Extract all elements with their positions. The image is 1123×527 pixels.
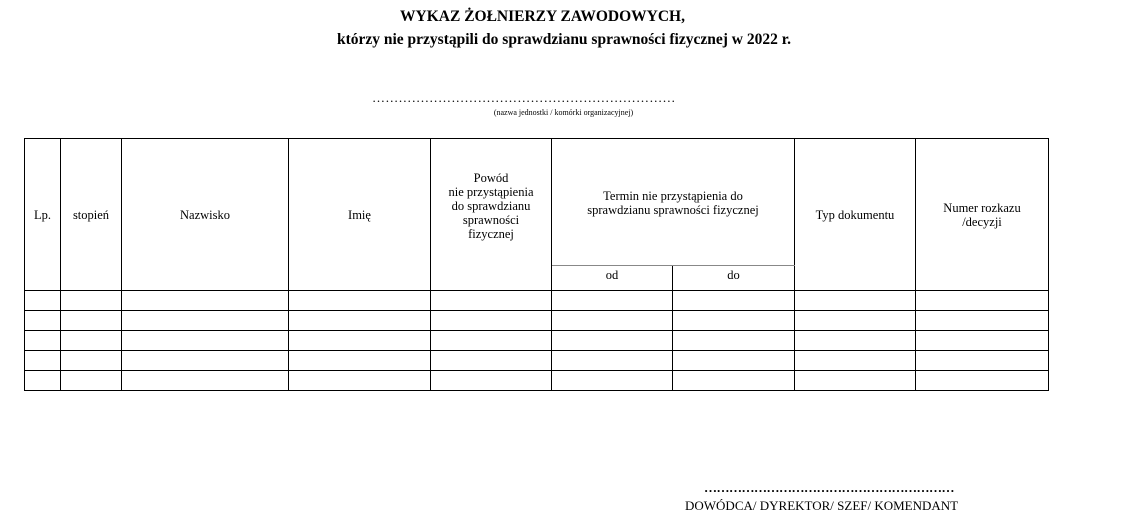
powod-line-2: nie przystąpienia	[448, 185, 534, 199]
table-cell	[431, 331, 552, 351]
table-cell	[795, 291, 916, 311]
table-cell	[431, 291, 552, 311]
table-cell	[25, 371, 61, 391]
table-cell	[431, 371, 552, 391]
unit-name-caption: (nazwa jednostki / komórki organizacyjnej)	[493, 108, 634, 117]
table-cell	[25, 351, 61, 371]
table-cell	[289, 351, 431, 371]
table-cell	[25, 291, 61, 311]
table-cell	[122, 331, 289, 351]
table-cell	[61, 351, 122, 371]
table-cell	[552, 291, 673, 311]
table-cell	[916, 331, 1049, 351]
col-header-stopien: stopień	[61, 139, 122, 291]
document-subtitle: którzy nie przystąpili do sprawdzianu sprawności fizycznej w 2022 r.	[336, 31, 792, 48]
table-cell	[61, 291, 122, 311]
col-header-typ-dokumentu: Typ dokumentu	[795, 139, 916, 291]
table-cell	[25, 311, 61, 331]
table-cell	[552, 331, 673, 351]
table-cell	[673, 371, 795, 391]
table-cell	[795, 351, 916, 371]
table-cell	[431, 351, 552, 371]
powod-line-3: do sprawdzianu	[451, 199, 531, 213]
table-cell	[552, 371, 673, 391]
signature-line: ……………………………………………………	[704, 480, 954, 495]
document-title: WYKAZ ŻOŁNIERZY ZAWODOWYCH,	[400, 8, 685, 25]
col-header-numer-rozkazu	[916, 139, 1049, 291]
soldiers-table	[24, 138, 1049, 391]
table-cell	[916, 371, 1049, 391]
table-cell	[916, 351, 1049, 371]
powod-line-1: Powód	[473, 171, 509, 185]
table-cell	[289, 371, 431, 391]
table-cell	[61, 331, 122, 351]
table-cell	[673, 351, 795, 371]
table-cell	[25, 331, 61, 351]
table-cell	[61, 311, 122, 331]
signature-label: DOWÓDCA/ DYREKTOR/ SZEF/ KOMENDANT	[685, 498, 959, 513]
table-row	[25, 351, 1049, 371]
powod-line-4: sprawności	[462, 213, 520, 227]
table-row	[25, 311, 1049, 331]
table-cell	[122, 371, 289, 391]
table-row	[25, 331, 1049, 351]
col-header-do: do	[673, 266, 795, 291]
table-cell	[795, 311, 916, 331]
col-header-nazwisko: Nazwisko	[122, 139, 289, 291]
table-cell	[795, 371, 916, 391]
col-header-powod	[431, 139, 552, 291]
col-header-lp: Lp.	[25, 139, 61, 291]
col-header-termin	[552, 139, 795, 266]
table-cell	[122, 351, 289, 371]
col-header-od: od	[552, 266, 673, 291]
table-cell	[673, 311, 795, 331]
unit-name-field: ……………………………………………………………	[372, 90, 676, 105]
table-cell	[916, 291, 1049, 311]
table-row	[25, 291, 1049, 311]
termin-line-2: sprawdzianu sprawności fizycznej	[587, 203, 759, 217]
table-cell	[431, 311, 552, 331]
numer-line-2: /decyzji	[962, 214, 1002, 229]
table-cell	[673, 331, 795, 351]
table-cell	[552, 351, 673, 371]
table-cell	[61, 371, 122, 391]
table-cell	[916, 311, 1049, 331]
table-cell	[122, 311, 289, 331]
table-row	[25, 371, 1049, 391]
table-cell	[289, 291, 431, 311]
table-cell	[122, 291, 289, 311]
numer-line-1: Numer rozkazu	[943, 200, 1021, 215]
table-cell	[289, 311, 431, 331]
table-cell	[673, 291, 795, 311]
table-cell	[795, 331, 916, 351]
table-cell	[289, 331, 431, 351]
termin-line-1: Termin nie przystąpienia do	[603, 189, 743, 203]
table-cell	[552, 311, 673, 331]
col-header-imie: Imię	[289, 139, 431, 291]
powod-line-5: fizycznej	[468, 227, 514, 241]
